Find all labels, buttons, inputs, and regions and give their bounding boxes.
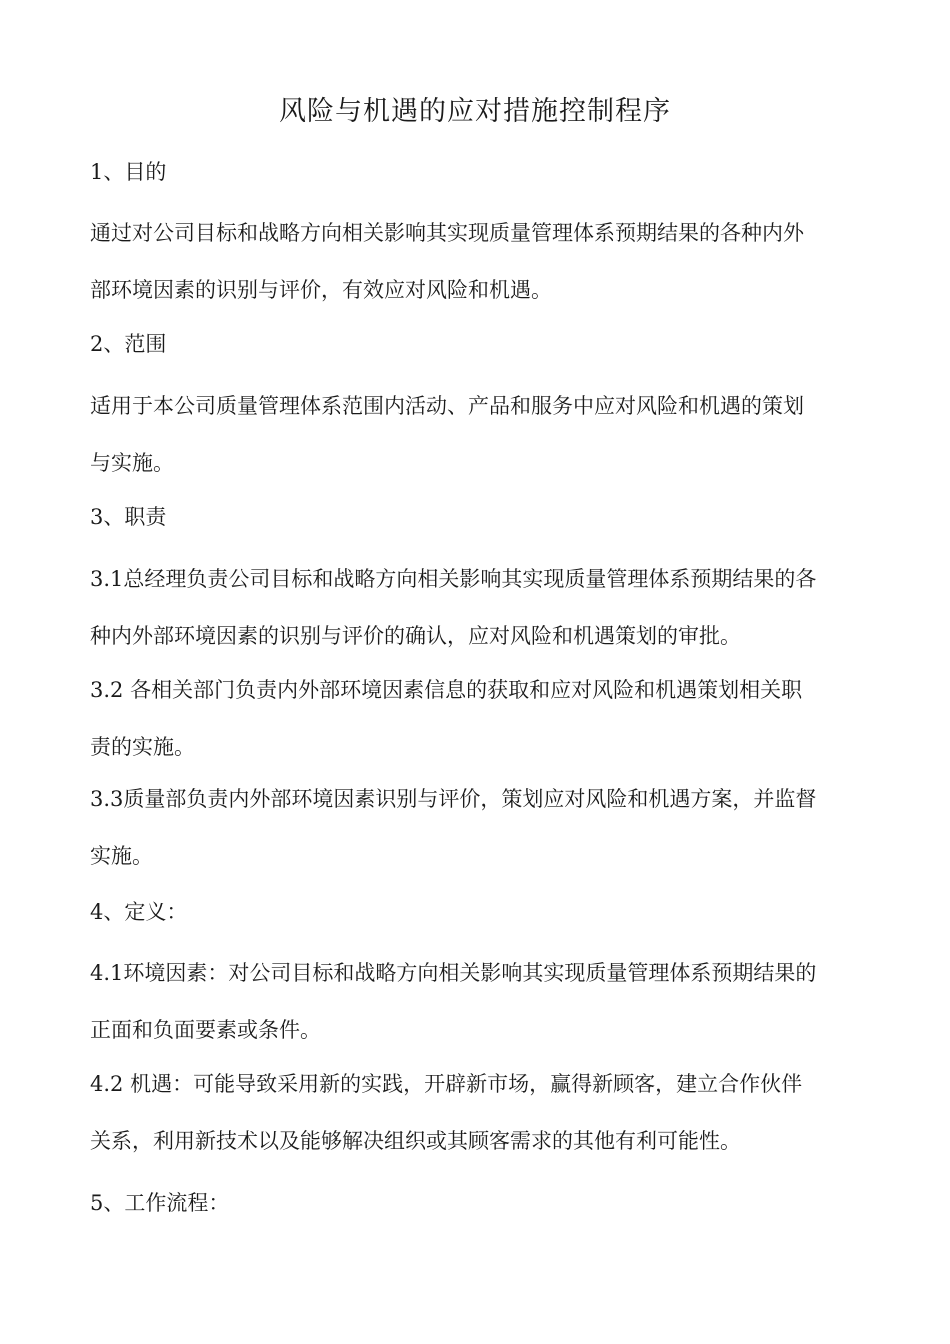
document-title: 风险与机遇的应对措施控制程序 — [279, 96, 671, 127]
paragraph-purpose — [90, 205, 880, 319]
paragraph-line: 正面和负面要素或条件。 — [90, 1018, 321, 1042]
paragraph-line: 适用于本公司质量管理体系范围内活动、产品和服务中应对风险和机遇的策划 — [90, 394, 804, 418]
paragraph-line: 责的实施。 — [90, 735, 195, 759]
paragraph-scope — [90, 378, 880, 492]
paragraph-line: 3.3质量部负责内外部环境因素识别与评价，策划应对风险和机遇方案，并监督 — [90, 787, 817, 811]
paragraph-line: 实施。 — [90, 844, 153, 868]
paragraph-definition-4-1 — [90, 945, 880, 1059]
section-heading-scope: 2、范围 — [90, 332, 167, 356]
section-heading-responsibilities: 3、职责 — [90, 505, 167, 529]
paragraph-definition-4-2 — [90, 1056, 880, 1170]
paragraph-responsibility-3-1 — [90, 551, 880, 665]
paragraph-responsibility-3-3 — [90, 771, 880, 885]
paragraph-line: 4.2 机遇：可能导致采用新的实践，开辟新市场，赢得新顾客，建立合作伙伴 — [90, 1072, 803, 1096]
section-heading-definitions: 4、定义： — [90, 900, 188, 924]
section-heading-purpose: 1、目的 — [90, 160, 167, 184]
paragraph-line: 4.1环境因素：对公司目标和战略方向相关影响其实现质量管理体系预期结果的 — [90, 961, 817, 985]
paragraph-line: 种内外部环境因素的识别与评价的确认，应对风险和机遇策划的审批。 — [90, 624, 741, 648]
section-heading-workflow: 5、工作流程： — [90, 1191, 230, 1215]
paragraph-responsibility-3-2 — [90, 662, 880, 776]
paragraph-line: 关系，利用新技术以及能够解决组织或其顾客需求的其他有利可能性。 — [90, 1129, 741, 1153]
paragraph-line: 部环境因素的识别与评价，有效应对风险和机遇。 — [90, 278, 552, 302]
paragraph-line: 通过对公司目标和战略方向相关影响其实现质量管理体系预期结果的各种内外 — [90, 221, 804, 245]
paragraph-line: 与实施。 — [90, 451, 174, 475]
paragraph-line: 3.1总经理负责公司目标和战略方向相关影响其实现质量管理体系预期结果的各 — [90, 567, 817, 591]
paragraph-line: 3.2 各相关部门负责内外部环境因素信息的获取和应对风险和机遇策划相关职 — [90, 678, 803, 702]
